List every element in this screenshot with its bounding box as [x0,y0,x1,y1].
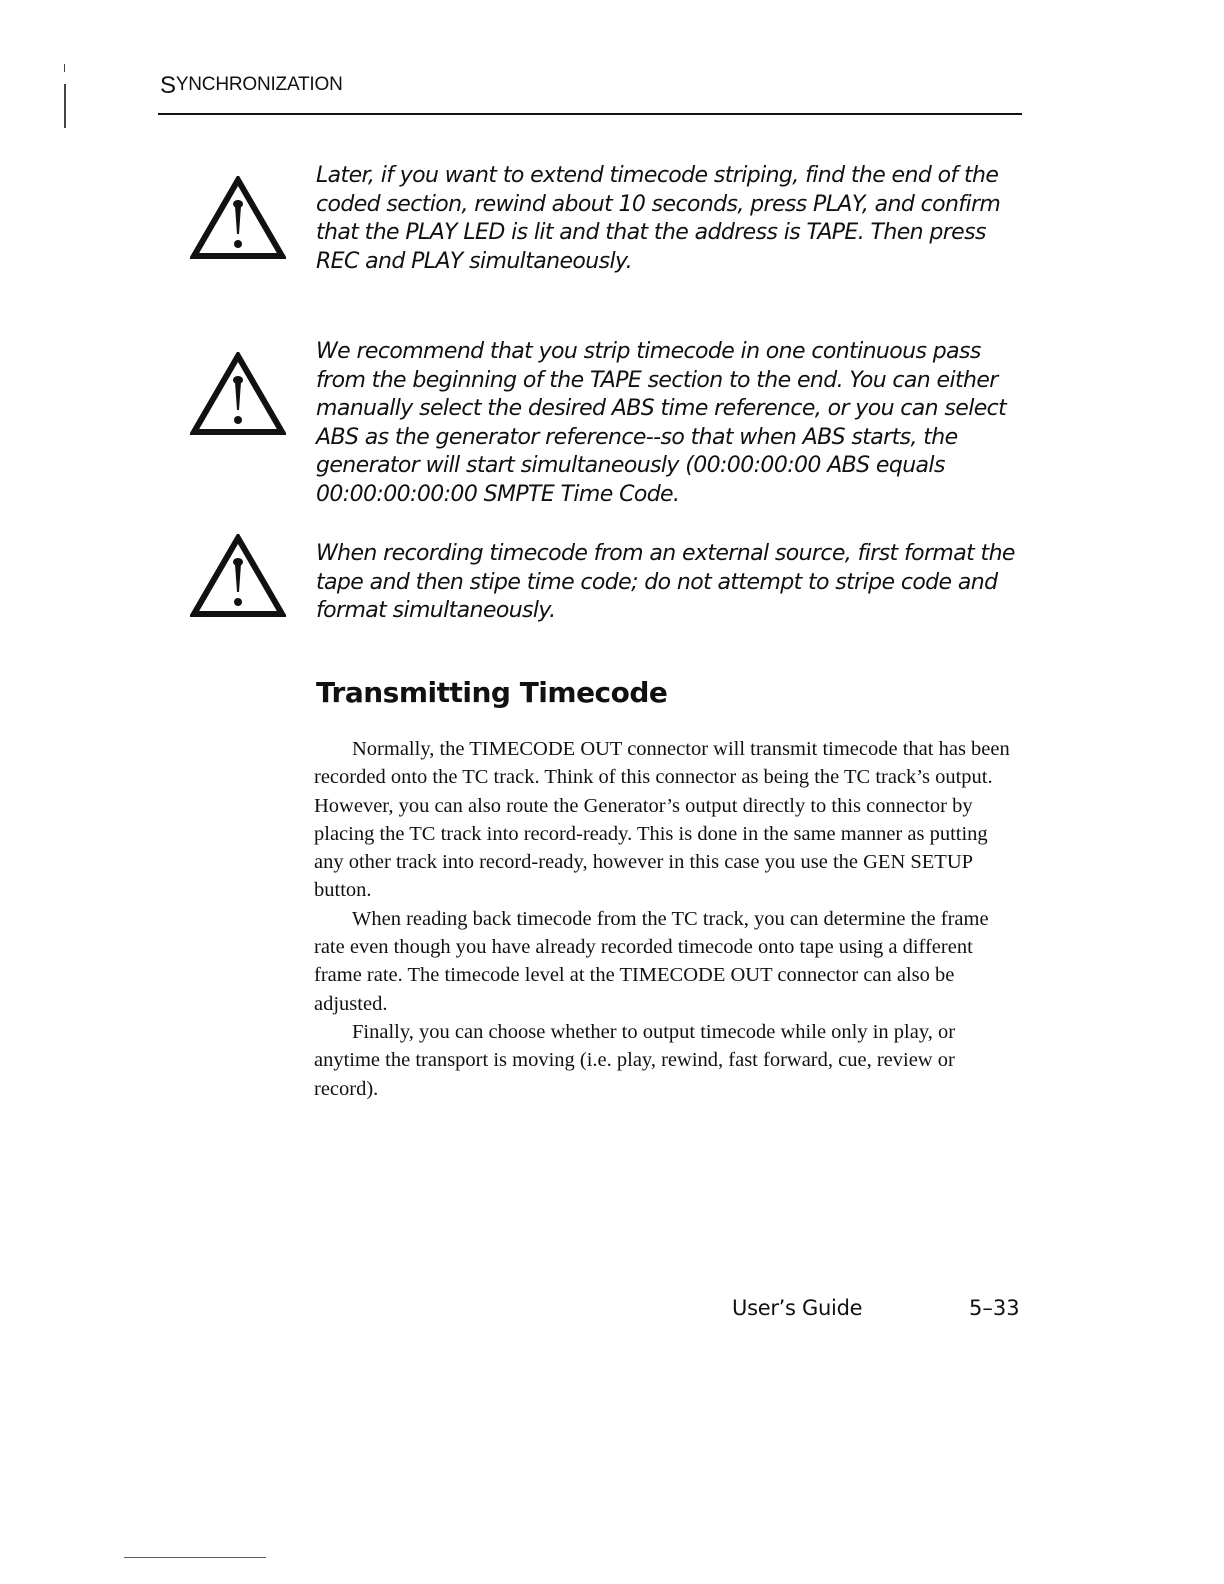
body-paragraph: Finally, you can choose whether to output timecode while only in play, or anytime the transport is moving (i.e. play, rewind, fast forward, cue, review or record). [314,1020,956,1100]
warning-text: We recommend that you strip timecode in one continuous pass from the beginning of the TAPE section to the end. You can either manually select the desired ABS time reference, or you can select ABS as the generator reference--so that when ABS starts, the generator will start simultaneously (00:00:00:00 ABS equals 00:00:00:00:00 SMPTE Time Code. [316,339,1007,507]
footer-guide-label: User’s Guide [732,1296,863,1320]
bottom-rule [124,1557,266,1558]
warning-text: Later, if you want to extend timecode striping, find the end of the coded section, rewind about 10 seconds, press PLAY, and confirm that the PLAY LED is lit and that the address is TAPE. Then press REC and PLAY simultaneously. [316,163,1001,274]
running-head-text: YNCHRONIZATION [175,74,343,95]
scan-mark [64,64,65,72]
page-number: 5–33 [969,1296,1020,1320]
scan-mark [64,84,66,128]
warning-triangle-icon [190,176,286,262]
body-paragraph: Normally, the TIMECODE OUT connector will transmit timecode that has been recorded onto the TC track. Think of this connector as being the TC track’s output. However, you can also route the Generator’s output directly to this connector by placing the TC track into record-ready. This is done in the same manner as putting any other track into record-ready, however in this case you use the GEN SETUP button. [314,738,1010,902]
body-paragraph: When reading back timecode from the TC track, you can determine the frame rate even though you have already recorded timecode onto tape using a different frame rate. The timecode level at the TIMECODE OUT connector can also be adjusted. [314,907,989,1015]
section-title: Transmitting Timecode [316,676,668,709]
warning-triangle-icon [190,534,286,620]
running-head-initial: S [160,72,176,99]
section-body [314,735,1014,1103]
header-rule [158,113,1022,115]
running-head [160,72,343,100]
warning-text: When recording timecode from an external source, first format the tape and then stipe time code; do not attempt to stripe code and format simultaneously. [316,541,1015,623]
warning-triangle-icon [190,352,286,438]
